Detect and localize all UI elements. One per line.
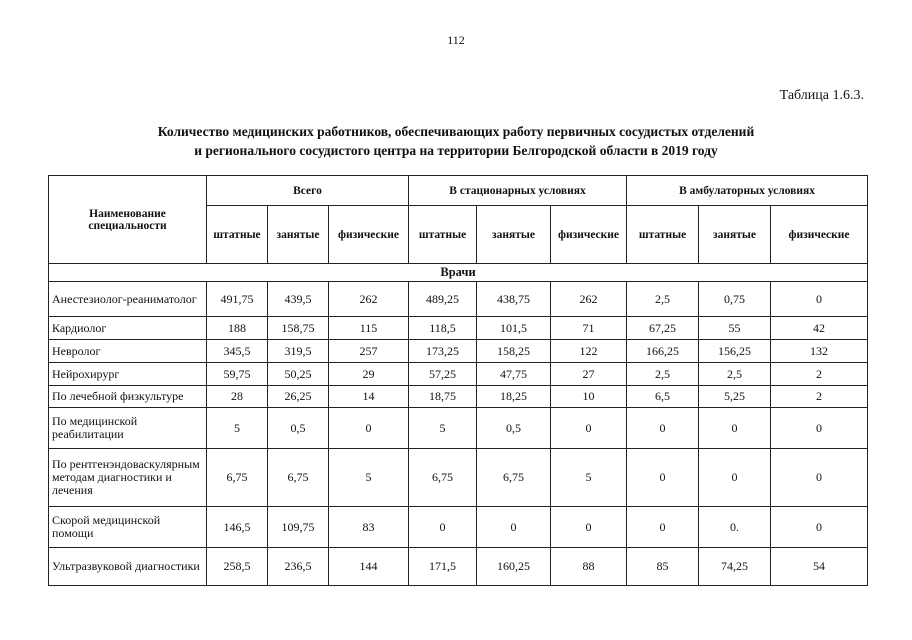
value-cell: 85 bbox=[627, 548, 699, 586]
specialty-name: Анестезиолог-реаниматолог bbox=[49, 282, 207, 317]
subheader-occupied: занятые bbox=[477, 206, 551, 264]
group-header-total: Всего bbox=[207, 176, 409, 206]
value-cell: 257 bbox=[329, 340, 409, 363]
subheader-staff: штатные bbox=[207, 206, 268, 264]
value-cell: 158,25 bbox=[477, 340, 551, 363]
table-row bbox=[49, 449, 868, 507]
value-cell: 0 bbox=[627, 507, 699, 548]
subheader-occupied: занятые bbox=[699, 206, 771, 264]
value-cell: 74,25 bbox=[699, 548, 771, 586]
value-cell: 258,5 bbox=[207, 548, 268, 586]
value-cell: 236,5 bbox=[268, 548, 329, 586]
value-cell: 6,75 bbox=[207, 449, 268, 507]
value-cell: 57,25 bbox=[409, 363, 477, 386]
value-cell: 158,75 bbox=[268, 317, 329, 340]
value-cell: 18,75 bbox=[409, 386, 477, 408]
specialty-name: Нейрохирург bbox=[49, 363, 207, 386]
value-cell: 262 bbox=[329, 282, 409, 317]
table-body bbox=[49, 264, 868, 586]
subheader-physical: физические bbox=[771, 206, 868, 264]
document-title bbox=[0, 122, 912, 160]
value-cell: 0 bbox=[329, 408, 409, 449]
value-cell: 42 bbox=[771, 317, 868, 340]
table-label: Таблица 1.6.3. bbox=[779, 88, 864, 103]
value-cell: 2 bbox=[771, 386, 868, 408]
value-cell: 160,25 bbox=[477, 548, 551, 586]
value-cell: 0 bbox=[771, 449, 868, 507]
value-cell: 156,25 bbox=[699, 340, 771, 363]
value-cell: 2 bbox=[771, 363, 868, 386]
value-cell: 0 bbox=[409, 507, 477, 548]
specialty-name: Скорой медицинской помощи bbox=[49, 507, 207, 548]
value-cell: 2,5 bbox=[627, 282, 699, 317]
value-cell: 101,5 bbox=[477, 317, 551, 340]
value-cell: 0. bbox=[699, 507, 771, 548]
value-cell: 10 bbox=[551, 386, 627, 408]
title-line-1: Количество медицинских работников, обеспечивающих работу первичных сосудистых отделений bbox=[157, 124, 755, 139]
value-cell: 2,5 bbox=[699, 363, 771, 386]
subheader-occupied: занятые bbox=[268, 206, 329, 264]
value-cell: 18,25 bbox=[477, 386, 551, 408]
value-cell: 146,5 bbox=[207, 507, 268, 548]
value-cell: 166,25 bbox=[627, 340, 699, 363]
value-cell: 6,75 bbox=[409, 449, 477, 507]
value-cell: 29 bbox=[329, 363, 409, 386]
group-header-outpatient: В амбулаторных условиях bbox=[627, 176, 868, 206]
page-number: 112 bbox=[447, 33, 465, 47]
value-cell: 144 bbox=[329, 548, 409, 586]
value-cell: 55 bbox=[699, 317, 771, 340]
value-cell: 0 bbox=[699, 408, 771, 449]
value-cell: 27 bbox=[551, 363, 627, 386]
specialty-name: Ультразвуковой диагностики bbox=[49, 548, 207, 586]
value-cell: 83 bbox=[329, 507, 409, 548]
value-cell: 0 bbox=[771, 408, 868, 449]
value-cell: 50,25 bbox=[268, 363, 329, 386]
value-cell: 0 bbox=[627, 449, 699, 507]
section-label: Врачи bbox=[49, 264, 868, 282]
value-cell: 6,5 bbox=[627, 386, 699, 408]
subheader-staff: штатные bbox=[409, 206, 477, 264]
table-row bbox=[49, 386, 868, 408]
value-cell: 0 bbox=[551, 507, 627, 548]
table-row bbox=[49, 408, 868, 449]
value-cell: 0 bbox=[551, 408, 627, 449]
value-cell: 262 bbox=[551, 282, 627, 317]
value-cell: 14 bbox=[329, 386, 409, 408]
table-row bbox=[49, 317, 868, 340]
value-cell: 2,5 bbox=[627, 363, 699, 386]
value-cell: 109,75 bbox=[268, 507, 329, 548]
subheader-staff: штатные bbox=[627, 206, 699, 264]
specialty-name: Кардиолог bbox=[49, 317, 207, 340]
value-cell: 171,5 bbox=[409, 548, 477, 586]
value-cell: 319,5 bbox=[268, 340, 329, 363]
value-cell: 0,75 bbox=[699, 282, 771, 317]
value-cell: 0,5 bbox=[268, 408, 329, 449]
specialty-name: По лечебной физкультуре bbox=[49, 386, 207, 408]
value-cell: 173,25 bbox=[409, 340, 477, 363]
header-group-row bbox=[49, 176, 868, 206]
value-cell: 439,5 bbox=[268, 282, 329, 317]
table-row bbox=[49, 363, 868, 386]
specialty-header: Наименование специальности bbox=[49, 176, 207, 264]
value-cell: 28 bbox=[207, 386, 268, 408]
value-cell: 5,25 bbox=[699, 386, 771, 408]
value-cell: 88 bbox=[551, 548, 627, 586]
value-cell: 5 bbox=[551, 449, 627, 507]
value-cell: 122 bbox=[551, 340, 627, 363]
value-cell: 489,25 bbox=[409, 282, 477, 317]
value-cell: 5 bbox=[409, 408, 477, 449]
value-cell: 5 bbox=[207, 408, 268, 449]
specialty-name: Невролог bbox=[49, 340, 207, 363]
value-cell: 0 bbox=[627, 408, 699, 449]
value-cell: 132 bbox=[771, 340, 868, 363]
table-row bbox=[49, 507, 868, 548]
table-row bbox=[49, 282, 868, 317]
value-cell: 5 bbox=[329, 449, 409, 507]
value-cell: 47,75 bbox=[477, 363, 551, 386]
value-cell: 67,25 bbox=[627, 317, 699, 340]
group-header-inpatient: В стационарных условиях bbox=[409, 176, 627, 206]
subheader-physical: физические bbox=[329, 206, 409, 264]
value-cell: 0 bbox=[477, 507, 551, 548]
value-cell: 438,75 bbox=[477, 282, 551, 317]
value-cell: 0 bbox=[699, 449, 771, 507]
value-cell: 115 bbox=[329, 317, 409, 340]
specialty-name: По медицинской реабилитации bbox=[49, 408, 207, 449]
subheader-physical: физические bbox=[551, 206, 627, 264]
value-cell: 6,75 bbox=[268, 449, 329, 507]
value-cell: 54 bbox=[771, 548, 868, 586]
value-cell: 0 bbox=[771, 282, 868, 317]
title-line-2: и регионального сосудистого центра на территории Белгородской области в 2019 году bbox=[194, 143, 718, 158]
value-cell: 118,5 bbox=[409, 317, 477, 340]
value-cell: 0,5 bbox=[477, 408, 551, 449]
value-cell: 71 bbox=[551, 317, 627, 340]
value-cell: 0 bbox=[771, 507, 868, 548]
value-cell: 345,5 bbox=[207, 340, 268, 363]
value-cell: 188 bbox=[207, 317, 268, 340]
value-cell: 491,75 bbox=[207, 282, 268, 317]
value-cell: 59,75 bbox=[207, 363, 268, 386]
staff-table bbox=[48, 175, 868, 586]
value-cell: 26,25 bbox=[268, 386, 329, 408]
section-row bbox=[49, 264, 868, 282]
table-row bbox=[49, 548, 868, 586]
table-row bbox=[49, 340, 868, 363]
value-cell: 6,75 bbox=[477, 449, 551, 507]
specialty-name: По рентгенэндоваскулярным методам диагностики и лечения bbox=[49, 449, 207, 507]
